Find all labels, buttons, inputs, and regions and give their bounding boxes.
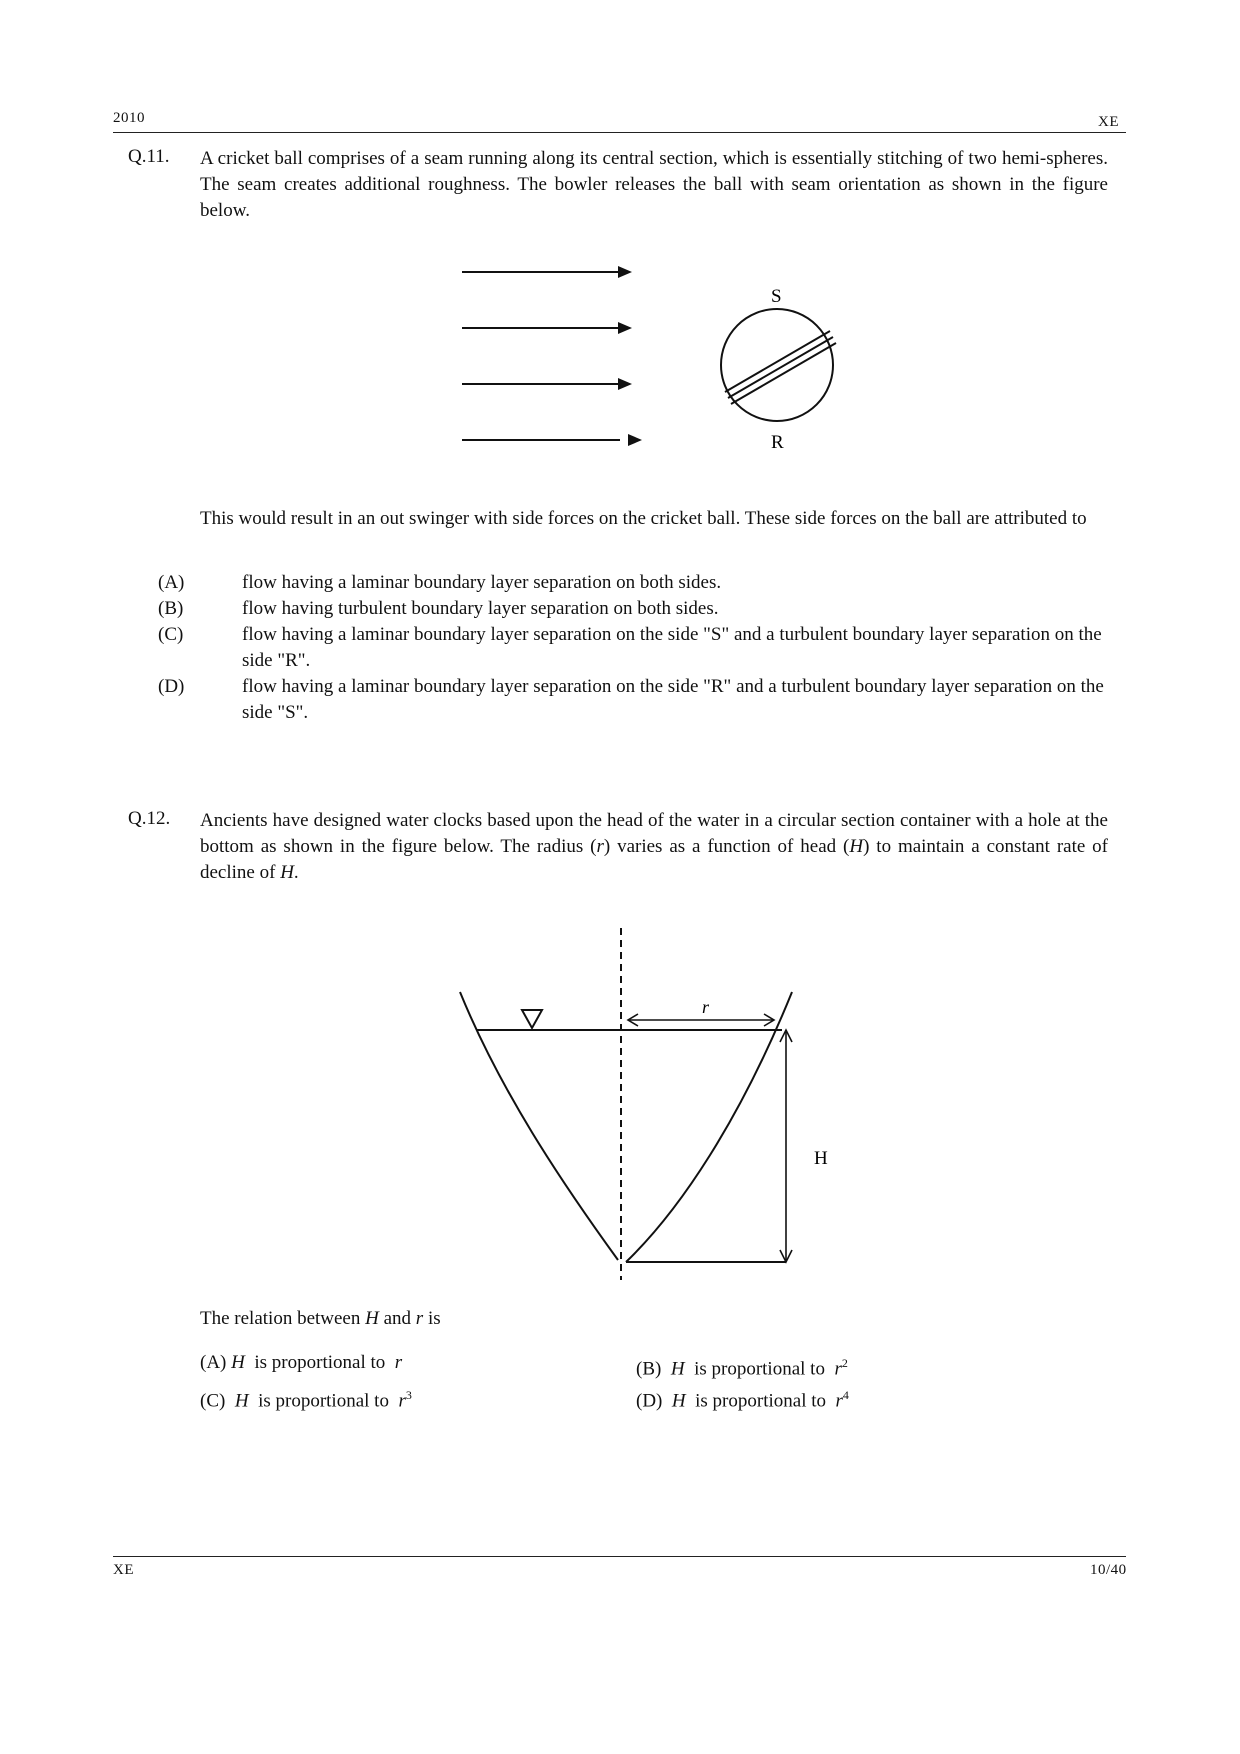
water-surface-symbol xyxy=(522,1010,542,1028)
water-clock-figure xyxy=(440,920,840,1280)
q12-prompt: The relation between H and r is xyxy=(200,1308,441,1329)
header-code: XE xyxy=(1098,114,1119,130)
footer-code: XE xyxy=(113,1562,134,1578)
q12-option-d[interactable]: (D) H is proportional to $r^4$ xyxy=(636,1388,849,1412)
q12-option-a[interactable]: (A) H is proportional to r xyxy=(200,1352,403,1373)
container-right-wall xyxy=(626,992,792,1262)
q12-text: Ancients have designed water clocks based upon the head of the water in a circular section container with a hole at the bottom as shown in the figure below. The radius (r) varies as a function of head (H) to maintain a constant rate of decline of H. xyxy=(200,810,1108,883)
q11-option-c[interactable] xyxy=(158,622,1120,674)
head-label: H xyxy=(814,1148,828,1169)
header-rule xyxy=(113,132,1126,133)
q12-number: Q.12. xyxy=(128,808,171,829)
q11-number: Q.11. xyxy=(128,146,170,167)
q11-option-b[interactable] xyxy=(158,596,1120,622)
radius-label: r xyxy=(702,997,710,1017)
q11-text: A cricket ball comprises of a seam running along its central section, which is essentially stitching of two hemi-spheres. The seam creates additional roughness. The bowler releases the ball with seam orientation as shown in the figure below. xyxy=(200,148,1108,221)
footer-page: 10/40 xyxy=(1090,1562,1127,1578)
option-label: (D) xyxy=(158,676,185,697)
option-label: (A) xyxy=(158,572,185,593)
option-label: (B) xyxy=(158,598,184,619)
container-left-wall xyxy=(460,992,618,1260)
q11-option-a[interactable] xyxy=(158,570,1120,596)
q11-prompt: This would result in an out swinger with side forces on the cricket ball. These side forces on the ball are attributed to xyxy=(200,508,1087,529)
option-text: flow having a laminar boundary layer separation on the side "S" and a turbulent boundary layer separation on the side "R". xyxy=(242,624,1102,671)
header-year: 2010 xyxy=(113,110,145,126)
q11-option-d[interactable] xyxy=(158,674,1120,726)
q11-options xyxy=(158,570,1120,726)
ball-seam xyxy=(725,331,836,404)
option-text: flow having a laminar boundary layer separation on the side "R" and a turbulent boundary layer separation on the side "S". xyxy=(242,676,1104,723)
option-text: flow having turbulent boundary layer separation on both sides. xyxy=(242,598,719,619)
label-s: S xyxy=(771,286,782,307)
q12-option-b[interactable]: (B) H is proportional to $r^2$ xyxy=(636,1356,848,1380)
q12-option-c[interactable]: (C) H is proportional to $r^3$ xyxy=(200,1388,412,1412)
option-label: (C) xyxy=(158,624,184,645)
label-r: R xyxy=(771,432,784,453)
cricket-ball xyxy=(721,309,833,421)
option-text: flow having a laminar boundary layer separation on both sides. xyxy=(242,572,722,593)
footer-rule xyxy=(113,1556,1126,1557)
cricket-ball-figure xyxy=(440,250,860,460)
